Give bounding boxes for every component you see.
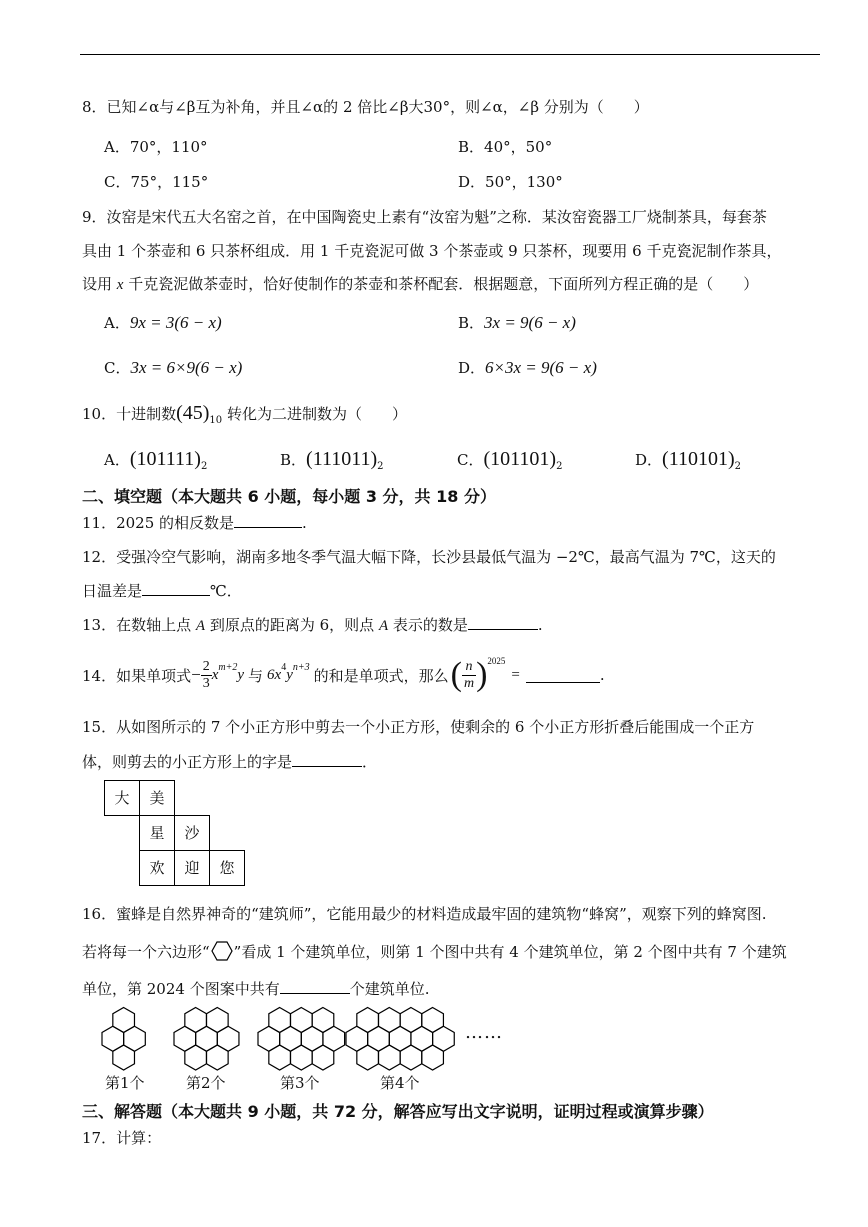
question-14 [82, 652, 605, 698]
q9-option-d-label: D． [458, 359, 486, 377]
q13-point-a: A [195, 618, 206, 634]
figure-label-2: 第2个 [186, 1074, 226, 1092]
q14-minus: − [191, 665, 201, 684]
q12-line2-pre: 日温差是 [82, 582, 143, 600]
q10-option-a-base: 2 [200, 461, 208, 472]
q14-term2-x: 6x [267, 666, 282, 683]
q10-option-c-base: 2 [556, 461, 563, 472]
q9-option-a-equation: 9x = 3(6 − x) [129, 313, 222, 332]
q8-option-b: B．40°，50° [458, 138, 553, 156]
q10-option-c [457, 448, 562, 472]
q14-answer-blank [526, 668, 600, 683]
q10-post: 转化为二进制数为（ ） [226, 405, 407, 423]
sequence-ellipsis: …… [465, 1022, 503, 1043]
q14-term2-y: y [286, 666, 293, 683]
question-16-line-1: 16．蜜蜂是自然界神奇的“建筑师”，它能用最少的材料造成最牢固的建筑物“蜂窝”，观察下列的蜂窝图. [82, 905, 767, 923]
q8-option-a: A．70°，110° [104, 138, 208, 156]
q9-option-a [104, 312, 222, 333]
q14-and: 与 [248, 666, 264, 685]
question-10-stem [82, 402, 407, 426]
honeycomb-1-hex [113, 1045, 135, 1070]
net-cell-huan: 欢 [139, 850, 175, 886]
q9-line3-pre: 设用 [82, 275, 113, 293]
q10-option-a-value: (101111) [129, 448, 201, 470]
section-2-heading: 二、填空题（本大题共 6 小题，每小题 3 分，共 18 分） [82, 487, 496, 506]
q9-variable: x [116, 277, 124, 293]
q14-ratio-n: n [462, 659, 476, 676]
honeycomb-4-hex [400, 1045, 422, 1070]
net-cell-xing: 星 [139, 815, 175, 851]
q14-pre: 14．如果单项式 [82, 666, 192, 685]
q12-answer-blank [142, 581, 210, 596]
figure-label-4: 第4个 [380, 1074, 420, 1092]
honeycomb-4-hex [378, 1045, 400, 1070]
q13-point-a-2: A [378, 618, 389, 634]
figure-label-3: 第3个 [280, 1074, 320, 1092]
question-13 [82, 614, 543, 635]
net-cell-sha: 沙 [174, 815, 210, 851]
q14-end: . [599, 666, 605, 684]
question-16-line-2 [82, 940, 787, 962]
q14-term1-y: y [237, 666, 245, 683]
q9-option-b [458, 312, 576, 333]
q14-power: 2025 [487, 656, 506, 666]
q13-pre: 13．在数轴上点 [82, 616, 192, 634]
q14-ratio [462, 659, 476, 692]
question-11 [82, 512, 307, 533]
q10-option-b-base: 2 [377, 461, 384, 472]
q9-line3-post: 千克瓷泥做茶壶时，恰好使制作的茶壶和茶杯配套．根据题意，下面所列方程正确的是（ ） [128, 275, 759, 293]
q8-option-c: C．75°，115° [104, 173, 209, 191]
q9-option-c-label: C． [104, 359, 131, 377]
q13-end: . [537, 616, 543, 634]
net-cell-mei: 美 [139, 780, 175, 816]
q10-option-d [635, 448, 741, 472]
header-rule [80, 54, 820, 55]
question-9-line-1: 9．汝窑是宋代五大名窑之首，在中国陶瓷史上素有“汝窑为魁”之称．某汝窑瓷器工厂烧制茶具，每套茶 [82, 208, 767, 226]
q16-line3-post: 个建筑单位. [349, 980, 430, 998]
net-cell-nin: 您 [209, 850, 245, 886]
question-16-line-3 [82, 978, 430, 999]
q14-left-paren: ( [450, 656, 462, 693]
honeycomb-2-hex [185, 1045, 207, 1070]
q14-fraction-numerator: 2 [202, 658, 210, 674]
q10-option-d-value: (110101) [662, 448, 735, 470]
q10-option-d-base: 2 [734, 461, 741, 472]
honeycomb-figures [90, 1000, 520, 1072]
question-8-stem: 8．已知∠α与∠β互为补角，并且∠α的 2 倍比∠β大30°，则∠α，∠β 分别为（ ） [82, 98, 649, 116]
q10-option-a-label: A． [104, 451, 130, 469]
question-12-line-1: 12．受强冷空气影响，湖南多地冬季气温大幅下降，长沙县最低气温为 −2℃，最高气温为 7℃，这天的 [82, 548, 776, 566]
q11-answer-blank [234, 513, 302, 528]
honeycomb-2-hex [206, 1045, 228, 1070]
q10-option-a [104, 448, 207, 472]
q10-option-b [280, 448, 384, 472]
question-12-line-2 [82, 580, 242, 601]
question-9-line-3 [82, 273, 758, 294]
q13-answer-blank [468, 615, 538, 630]
honeycomb-4-hex [357, 1045, 379, 1070]
q16-line3-pre: 单位，第 2024 个图案中共有 [82, 980, 280, 998]
q15-answer-blank [292, 752, 362, 767]
q16-answer-blank [280, 979, 350, 994]
honeycomb-3-hex [269, 1045, 291, 1070]
q10-option-d-label: D． [635, 451, 663, 469]
question-15-line-2 [82, 751, 377, 772]
q16-line2-post: ”看成 1 个建筑单位，则第 1 个图中共有 4 个建筑单位，第 2 个图中共有 7 个建筑 [233, 942, 787, 961]
q15-line2-pre: 体，则剪去的小正方形上的字是 [82, 753, 293, 771]
q14-exponent-1: m+2 [218, 661, 238, 673]
q11-text: 11．2025 的相反数是 [82, 514, 235, 532]
q9-option-b-equation: 3x = 9(6 − x) [484, 313, 576, 332]
q10-option-c-label: C． [457, 451, 484, 469]
q14-ratio-m: m [463, 675, 475, 691]
honeycomb-4-hex [422, 1045, 444, 1070]
q14-equals: = [511, 666, 520, 683]
question-15-line-1: 15．从如图所示的 7 个小正方形中剪去一个小正方形，使剩余的 6 个小正方形折叠后能围成一个正方 [82, 718, 755, 736]
question-9-line-2: 具由 1 个茶壶和 6 只茶杯组成．用 1 千克瓷泥可做 3 个茶壶或 9 只茶杯，现要用 6 千克瓷泥制作茶具， [82, 242, 782, 260]
q10-option-b-value: (111011) [306, 448, 378, 470]
q11-end: . [302, 514, 307, 532]
q13-mid: 到原点的距离为 6，则点 [209, 616, 375, 634]
q14-exponent-3: n+3 [292, 661, 310, 673]
q14-right-paren: ) [476, 656, 488, 693]
q15-line2-post: ． [362, 753, 378, 771]
q10-option-b-label: B． [280, 451, 307, 469]
q14-term1-x: x [211, 666, 219, 683]
hexagon-icon [211, 940, 233, 962]
q9-option-d [458, 357, 597, 378]
honeycomb-3-hex [312, 1045, 334, 1070]
q14-fraction-denominator: 3 [202, 675, 210, 691]
honeycomb-3-hex [290, 1045, 312, 1070]
figure-label-1: 第1个 [105, 1074, 145, 1092]
q13-post: 表示的数是 [392, 616, 468, 634]
q14-exponent-2: 4 [281, 661, 287, 673]
q9-option-c [104, 357, 242, 378]
question-17: 17．计算： [82, 1129, 162, 1147]
q9-option-c-equation: 3x = 6×9(6 − x) [130, 358, 243, 377]
q9-option-d-equation: 6×3x = 9(6 − x) [485, 358, 597, 377]
q10-pre: 10．十进制数 [82, 405, 177, 423]
q9-option-b-label: B． [458, 314, 485, 332]
section-3-heading: 三、解答题（本大题共 9 小题，共 72 分，解答应写出文字说明，证明过程或演算步骤） [82, 1102, 714, 1121]
q10-number: (45) [176, 402, 210, 424]
q10-base: 10 [209, 415, 223, 426]
q14-post: 的和是单项式，那么 [313, 666, 449, 685]
net-cell-da: 大 [104, 780, 140, 816]
net-cell-ying: 迎 [174, 850, 210, 886]
q10-option-c-value: (101101) [483, 448, 557, 470]
q14-fraction [201, 659, 212, 692]
q9-option-a-label: A． [104, 314, 130, 332]
q8-option-d: D．50°，130° [458, 173, 563, 191]
q12-line2-post: ℃． [210, 582, 242, 600]
q16-line2-pre: 若将每一个六边形“ [82, 942, 210, 961]
